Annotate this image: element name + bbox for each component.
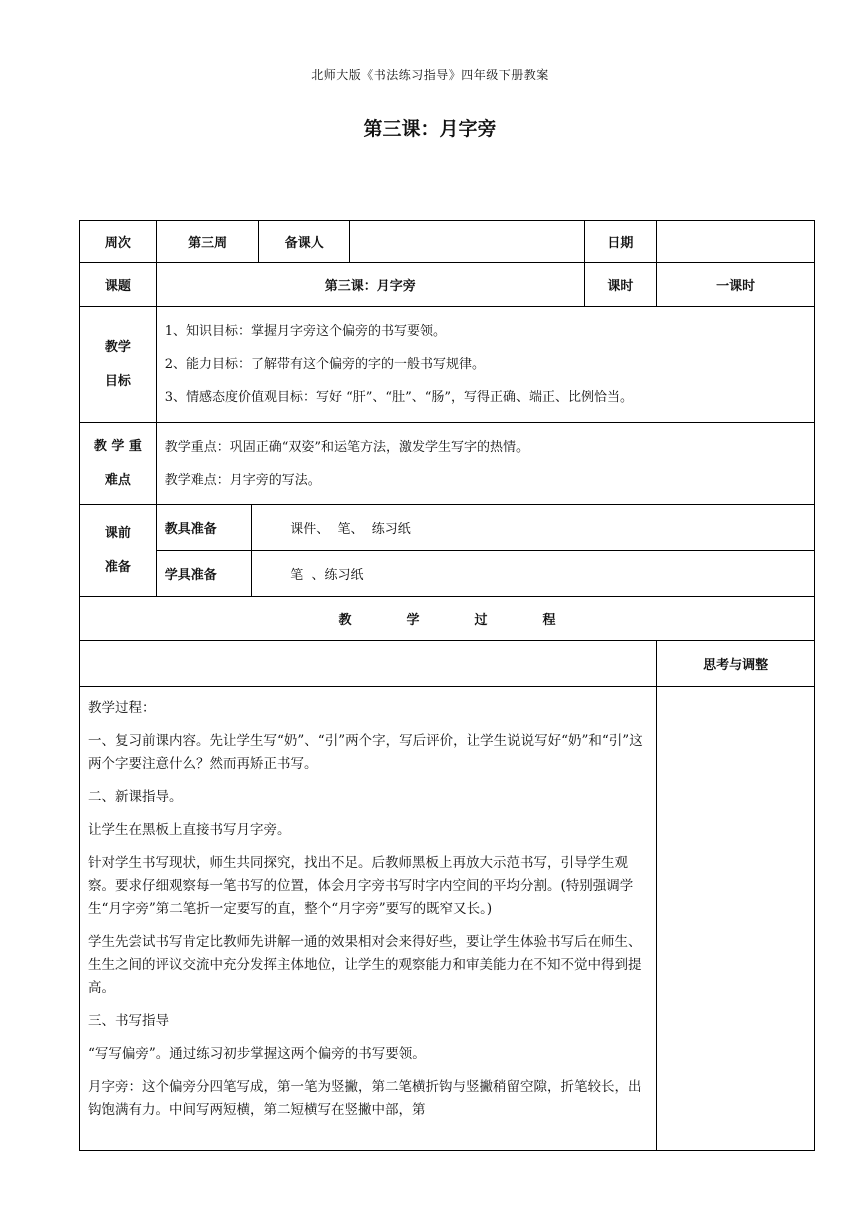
objective-item: 3、情感态度价值观目标：写好 “肝”、“肚”、“肠”，写得正确、端正、比例恰当。	[164, 390, 634, 405]
preparation-label: 课前 准备	[80, 505, 157, 597]
date-label: 日期	[584, 221, 656, 263]
student-materials-label: 学具准备	[157, 551, 252, 597]
objective-item: 2、能力目标：了解带有这个偏旁的字的一般书写规律。	[164, 357, 486, 372]
process-paragraph: 二、新课指导。	[88, 789, 183, 805]
period-value: 一课时	[657, 263, 815, 307]
key-points-content	[156, 423, 814, 505]
objectives-content	[156, 307, 814, 423]
teaching-difficulty: 教学难点：月字旁的写法。	[164, 472, 321, 488]
process-paragraph: 月字旁：这个偏旁分四笔写成，第一笔为竖撇，第二笔横折钩与竖撇稍留空隙，折笔较长，出钩饱满有力。中间写两短横，第二短横写在竖撇中部，第	[88, 1079, 642, 1118]
process-body-row	[80, 687, 815, 1151]
preparer-label: 备课人	[259, 221, 350, 263]
lesson-plan-table	[79, 220, 815, 1151]
preparation-row	[80, 505, 815, 597]
process-paragraph: 针对学生书写现状，师生共同探究，找出不足。后教师黑板上再放大示范书写，引导学生观察。要求仔细观察每一笔书写的位置，体会月字旁书写时字内空间的平均分割。(特别强调学生“月字旁”第二笔折一定要写的直，整个“月字旁”要写的既窄又长。)	[88, 855, 634, 917]
period-label: 课时	[584, 263, 656, 307]
week-value: 第三周	[156, 221, 259, 263]
teaching-focus: 教学重点：巩固正确“双姿”和运笔方法，激发学生写字的热情。	[164, 439, 530, 455]
page-title: 第三课：月字旁	[363, 118, 497, 140]
key-points-label: 教 学 重 难点	[80, 423, 157, 505]
process-paragraph: 教学过程：	[88, 700, 156, 716]
process-paragraph: 一、复习前课内容。先让学生写“奶”、“引”两个字，写后评价，让学生说说写好“奶”和“引”这两个字要注意什么？然而再矫正书写。	[88, 733, 643, 772]
teacher-materials-value: 课件、 笔、 练习纸	[252, 505, 814, 551]
objectives-label: 教学 目标	[80, 307, 157, 423]
reflection-header-row	[80, 641, 815, 687]
date-value	[657, 221, 815, 263]
process-paragraph: 学生先尝试书写肯定比教师先讲解一通的效果相对会来得好些，要让学生体验书写后在师生、生生之间的评议交流中充分发挥主体地位，让学生的观察能力和审美能力在不知不觉中得到提高。	[88, 934, 642, 996]
reflection-label: 思考与调整	[657, 641, 815, 687]
page-header: 北师大版《书法练习指导》四年级下册教案	[311, 68, 549, 82]
process-content	[80, 687, 657, 1151]
objective-item: 1、知识目标：掌握月字旁这个偏旁的书写要领。	[164, 324, 447, 339]
topic-label: 课题	[80, 263, 157, 307]
objectives-row	[80, 307, 815, 423]
process-paragraph: 让学生在黑板上直接书写月字旁。	[88, 822, 291, 838]
key-points-row	[80, 423, 815, 505]
process-heading: 教 学 过 程	[80, 597, 815, 641]
process-paragraph: “写写偏旁”。通过练习初步掌握这两个偏旁的书写要领。	[88, 1046, 426, 1062]
info-row	[80, 221, 815, 263]
preparer-value	[350, 221, 585, 263]
process-paragraph: 三、书写指导	[88, 1013, 169, 1029]
week-label: 周次	[80, 221, 157, 263]
reflection-content	[657, 687, 815, 1151]
process-heading-row	[80, 597, 815, 641]
topic-row	[80, 263, 815, 307]
teacher-materials-label: 教具准备	[157, 505, 252, 551]
student-materials-value: 笔 、练习纸	[290, 568, 364, 583]
topic-value: 第三课：月字旁	[156, 263, 584, 307]
